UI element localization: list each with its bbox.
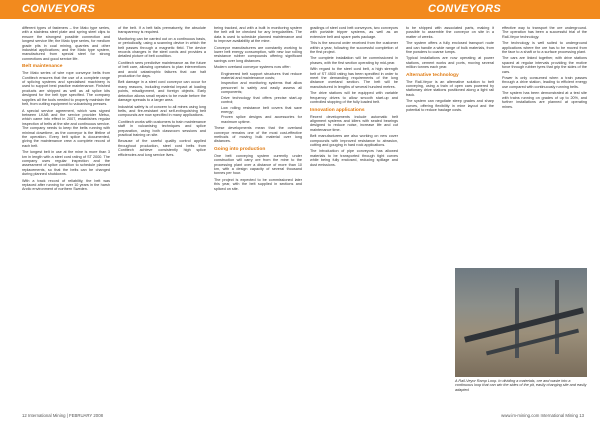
column-2 xyxy=(118,26,206,408)
conveyor-track xyxy=(464,307,584,342)
paragraph: Typical installations are now operating at power stations, cement works and ports, moving several million tonnes each year. xyxy=(406,56,494,70)
subheading: Going into production xyxy=(214,146,266,152)
list-item: • Low rolling resistance belt covers that save energy; xyxy=(221,106,302,115)
paragraph: to be shipped with associated parts, making it possible to assemble the conveyor on site in a matter of weeks. xyxy=(406,26,494,39)
list-item: • Inspection and monitoring systems that allow personnel to safely and easily assess all components; xyxy=(221,81,302,94)
paragraph: With regard to the steel cord belt, a high strength belt of ST 4500 rating has been specified in order to meet the demanding requirements of the long distance overland section. The belt will be manufactured in lengths of several hundred metres. xyxy=(310,67,398,89)
paragraph: Industrial safety is of concern to all mines using long belts, and fire-resistant and self-extinguishing belt compounds are now specified in many applications. xyxy=(118,104,206,118)
paragraph: With a track record of reliability, the belt was replaced after running for over 10 years in the harsh Arctic environment of northern Sweden. xyxy=(22,178,110,192)
footer-right: www.im-mining.com International Mining 13 xyxy=(501,413,584,418)
paragraph: Contitech works with customers to train maintenance staff in vulcanising techniques and splice preparation, using both classroom sessions and practical training on site. xyxy=(118,119,206,137)
list-item: • Engineered belt support structures that reduce material and maintenance costs; xyxy=(221,72,302,81)
paragraph: The technology is well suited to underground applications where the ore has to be moved from the face to a shaft or to a surface processing plant. xyxy=(502,41,587,55)
paragraph: Conveyor manufacturers are constantly working to lower belt energy consumption, with new low rolling resistance rubber compounds offering significant savings over long distances. xyxy=(214,45,302,63)
paragraph: Power is only consumed when a train passes through a drive station, leading to efficient energy use compared with continuously running belts. xyxy=(502,76,587,89)
subheading: Belt maintenance xyxy=(22,64,63,70)
subheading: Alternative technology xyxy=(406,72,459,78)
paragraph: The Mato series of wire rope conveyor belts from Contitech ensures that the use of a complete range of splicing systems and specialised machinery is used to support best practice maintenance. Finished products are shipped as well as all splice kits designed for the belt type specified. The company supplies all the tools needed to properly maintain the belt, from cutting equipment to vulcanising presses. xyxy=(22,71,110,107)
bullet-list xyxy=(214,72,302,124)
paragraph: The cars are linked together, with drive stations spaced at regular intervals providing the motive force through rubber tyres that grip the sides of the cars. xyxy=(502,56,587,74)
paragraph: The system has been demonstrated at a test site with trains running on grades of up to 20%, and further installations are planned at operating mines. xyxy=(502,91,587,109)
column-1 xyxy=(22,26,110,408)
paragraph: The drive stations will be equipped with variable frequency drives to allow smooth start-up and controlled stopping of the fully loaded belt. xyxy=(310,91,398,105)
paragraph: different types of fasteners – the Mato type series, with a stainless steel plate and spring steel clips to ensure the strongest possible connection and longest service life; the Mato type series, for medium grade pits in coal mining, quarries and other industrial applications; and the Mato type system, manufactured from special steel for strong connections and good service life. xyxy=(22,26,110,61)
paragraph: gradings of steel cord belt conveyors, two conveyors with portable tripper systems, as well as an extensive belt and spare parts package. xyxy=(310,26,398,39)
paragraph: Belt damage in a steel cord conveyor can occur for many reasons, including material impact at loading points, misalignment, and foreign objects. Early detection allows small repairs to be made before the damage spreads to a larger area. xyxy=(118,80,206,103)
photo-caption: A Rail-Veyor Ramp Loop. In dividing a materials, ore and waste into a continuous loop that can win the sides of the pit, easily changing site and easily adapted. xyxy=(455,379,587,392)
column-3 xyxy=(214,26,302,408)
rail-veyor-photo xyxy=(455,268,587,377)
paragraph: The longest belt in use at the mine is more than 3 km in length with a steel cord rating of ST 2000. The company uses regular inspection and the assessment of splice condition to schedule planned replacements, so that the belts can be changed during planned shutdowns. xyxy=(22,150,110,177)
paragraph: The introduction of pipe conveyors has allowed materials to be transported through tight curves while being fully enclosed, reducing spillage and dust emissions. xyxy=(310,149,398,167)
paragraph: These developments mean that the overland conveyor remains one of the most cost-effective methods of moving bulk material over long distances. xyxy=(214,126,302,144)
section-title-left: CONVEYORS xyxy=(22,3,95,15)
paragraph: The Rail-Veyor is an alternative solution to belt conveying, using a train of open cars powered by stationary drive stations positioned along a light rail track. xyxy=(406,79,494,97)
paragraph: of the belt. If a belt fails prematurely, the absolute transparency is required. xyxy=(118,26,206,35)
paragraph: One belt conveying system currently under construction will carry ore from the mine to the processing plant over a distance of more than 10 km, with a design capacity of several thousand tonnes per hour. xyxy=(214,153,302,176)
paragraph: Contitech sees predictive maintenance as the future of belt care, allowing operators to plan interventions and avoid catastrophic failures that can halt production for days. xyxy=(118,60,206,79)
column-4 xyxy=(310,26,398,408)
paragraph: The complete installation will be commissioned in phases, with the first section operating by mid-year. xyxy=(310,56,398,65)
footer-left: 12 International Mining | FEBRUARY 2008 xyxy=(22,413,103,418)
list-item: • Drive technology that offers precise start-up control; xyxy=(221,96,302,105)
paragraph: Monitoring can be carried out on a continuous basis, or periodically, using a scanning device in which the belt passes through a magnetic field. The device records changes in the steel cords and provides a detailed picture of belt condition. xyxy=(118,36,206,59)
paragraph: The system can negotiate steep grades and sharp curves, offering flexibility in mine layout and the potential to reduce haulage costs. xyxy=(406,99,494,113)
paragraph: The project is expected to be commissioned later this year, with the belt supplied in sections and spliced on site. xyxy=(214,177,302,191)
paragraph: Because of the careful quality control applied throughout production, steel cord belts from Contitech achieve consistently high splice efficiencies and long service lives. xyxy=(118,139,206,157)
section-title-right: CONVEYORS xyxy=(428,3,501,15)
paragraph: The system offers a fully enclosed transport route and can handle a wide range of bulk materials, from fine powders to coarse lumps. xyxy=(406,41,494,55)
column-6 xyxy=(502,26,587,264)
paragraph: Modern overland conveyor systems now offer: xyxy=(214,65,291,70)
list-item: • Proven splice designs and accessories for maximum uptime. xyxy=(221,115,302,124)
paragraph: effective way to transport the ore underground. The operation has been a successful trial of the Rail-Veyor technology. xyxy=(502,26,587,39)
paragraph: A special service agreement, which was signed between LKAB and the service provider Metso, which came into effect in 2007, establishes regular inspection of belts at the site and continuous service. The company needs to keep the belts running with minimal downtime, as the conveyor is the lifeline of the operation. Every belt splice is documented, giving the maintenance crew a complete record of each belt. xyxy=(22,108,110,148)
subheading: Innovation applications xyxy=(310,107,365,113)
paragraph: This is the second order received from the customer within a year, following the successful completion of the first project. xyxy=(310,41,398,55)
paragraph: Recent developments include automatic belt alignment systems and idlers with sealed bearings designed to reduce noise, increase life and cut maintenance time. xyxy=(310,114,398,132)
paragraph: being tracked, and with a built in monitoring system the belt will be checked for any irregularities. The data is used to schedule planned maintenance and to improve availability at the mine. xyxy=(214,26,302,44)
paragraph: Belt manufacturers are also working on new cover compounds with improved resistance to abrasion, cutting and gouging in hard rock applications. xyxy=(310,134,398,147)
